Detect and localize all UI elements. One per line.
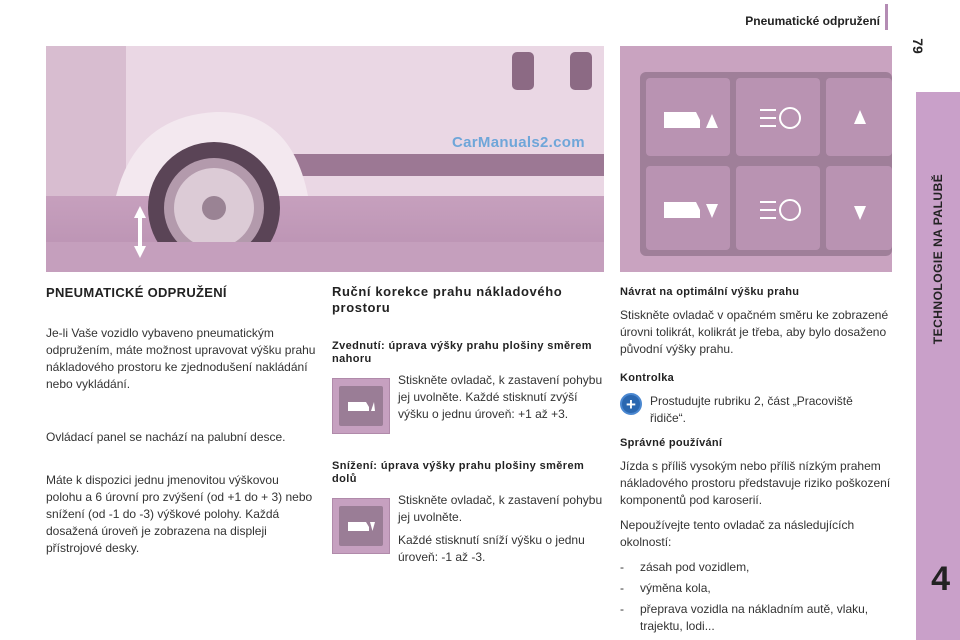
lower-instruction [332,492,604,566]
usage-paragraph-2: Nepoužívejte tento ovladač za následujících okolností: [620,518,855,549]
list-item: - výměna kola, [620,581,711,595]
list-item: - zásah pod vozidlem, [620,560,750,574]
heading-return: Návrat na optimální výšku prahu [620,286,800,298]
header-rule [885,4,888,30]
indicator-note [620,393,892,427]
raise-instruction [332,372,604,434]
chapter-label: TECHNOLOGIE NA PALUBĚ [931,173,945,345]
chapter-side-tab [916,92,960,640]
plus-info-icon: + [620,393,642,415]
heading-correct-usage: Správné používání [620,437,723,449]
raise-text: Stiskněte ovladač, k zastavení pohybu jej uvolněte. Každé stisknutí zvýší výšku o jednu úroveň: +1 až +3. [398,373,603,421]
indicator-text: Prostudujte rubriku 2, část „Pracoviště řidiče“. [650,394,853,425]
panel-location-paragraph: Ovládací panel se nachází na palubní desce. [46,430,286,444]
lower-text-1: Stiskněte ovladač, k zastavení pohybu jej uvolněte. [398,493,603,524]
column-intro [46,284,316,569]
chapter-number: 4 [931,560,950,598]
control-panel-illustration [620,46,892,272]
levels-paragraph: Máte k dispozici jednu jmenovitou výškovou polohu a 6 úrovní pro zvýšení (od +1 do + 3) nebo snížení (od -1 do -3) výškové polohy. Každá dosažená úroveň je zobrazena na displeji přístrojové desky. [46,473,313,555]
usage-paragraph-1: Jízda s příliš vysokým nebo příliš nízkým prahem nákladového prostoru představuje riziko poškození komponentů pod karoserií. [620,459,891,507]
heading-pneumatic-suspension: PNEUMATICKÉ ODPRUŽENÍ [46,285,227,300]
return-text: Stiskněte ovladač v opačném směru ke zobrazené úrovni tolikrát, kolikrát je třeba, aby bylo dosaženo původní výšky prahu. [620,308,889,356]
van-up-icon [339,386,383,426]
heading-indicator: Kontrolka [620,372,675,384]
heading-raise: Zvednutí: úprava výšky prahu plošiny směrem nahoru [332,340,592,365]
watermark: CarManuals2.com [452,134,585,151]
lower-button-icon [332,498,390,554]
van-down-icon [339,506,383,546]
control-panel-photo [620,46,892,272]
heading-manual-correction: Ruční korekce prahu nákladového prostoru [332,284,563,315]
list-item: - přeprava vozidla na nákladním autě, vlaku, trajektu, lodi... [620,602,869,633]
heading-lower: Snížení: úprava výšky prahu plošiny směrem dolů [332,460,585,485]
van-wheel-illustration [46,46,604,272]
lower-text-2: Každé stisknutí sníží výšku o jednu úroveň: -1 až -3. [398,533,585,564]
usage-list [620,559,892,635]
column-manual-correction [332,284,604,566]
van-wheel-photo [46,46,604,272]
intro-paragraph: Je-li Vaše vozidlo vybaveno pneumatickým odpružením, máte možnost upravovat výšku prahu nákladového prostoru ke zjednodušení nakládání nebo vykládání. [46,326,316,391]
raise-button-icon [332,378,390,434]
section-title: Pneumatické odpružení [745,14,880,28]
page-number: 79 [910,38,926,54]
column-return-usage [620,284,892,639]
